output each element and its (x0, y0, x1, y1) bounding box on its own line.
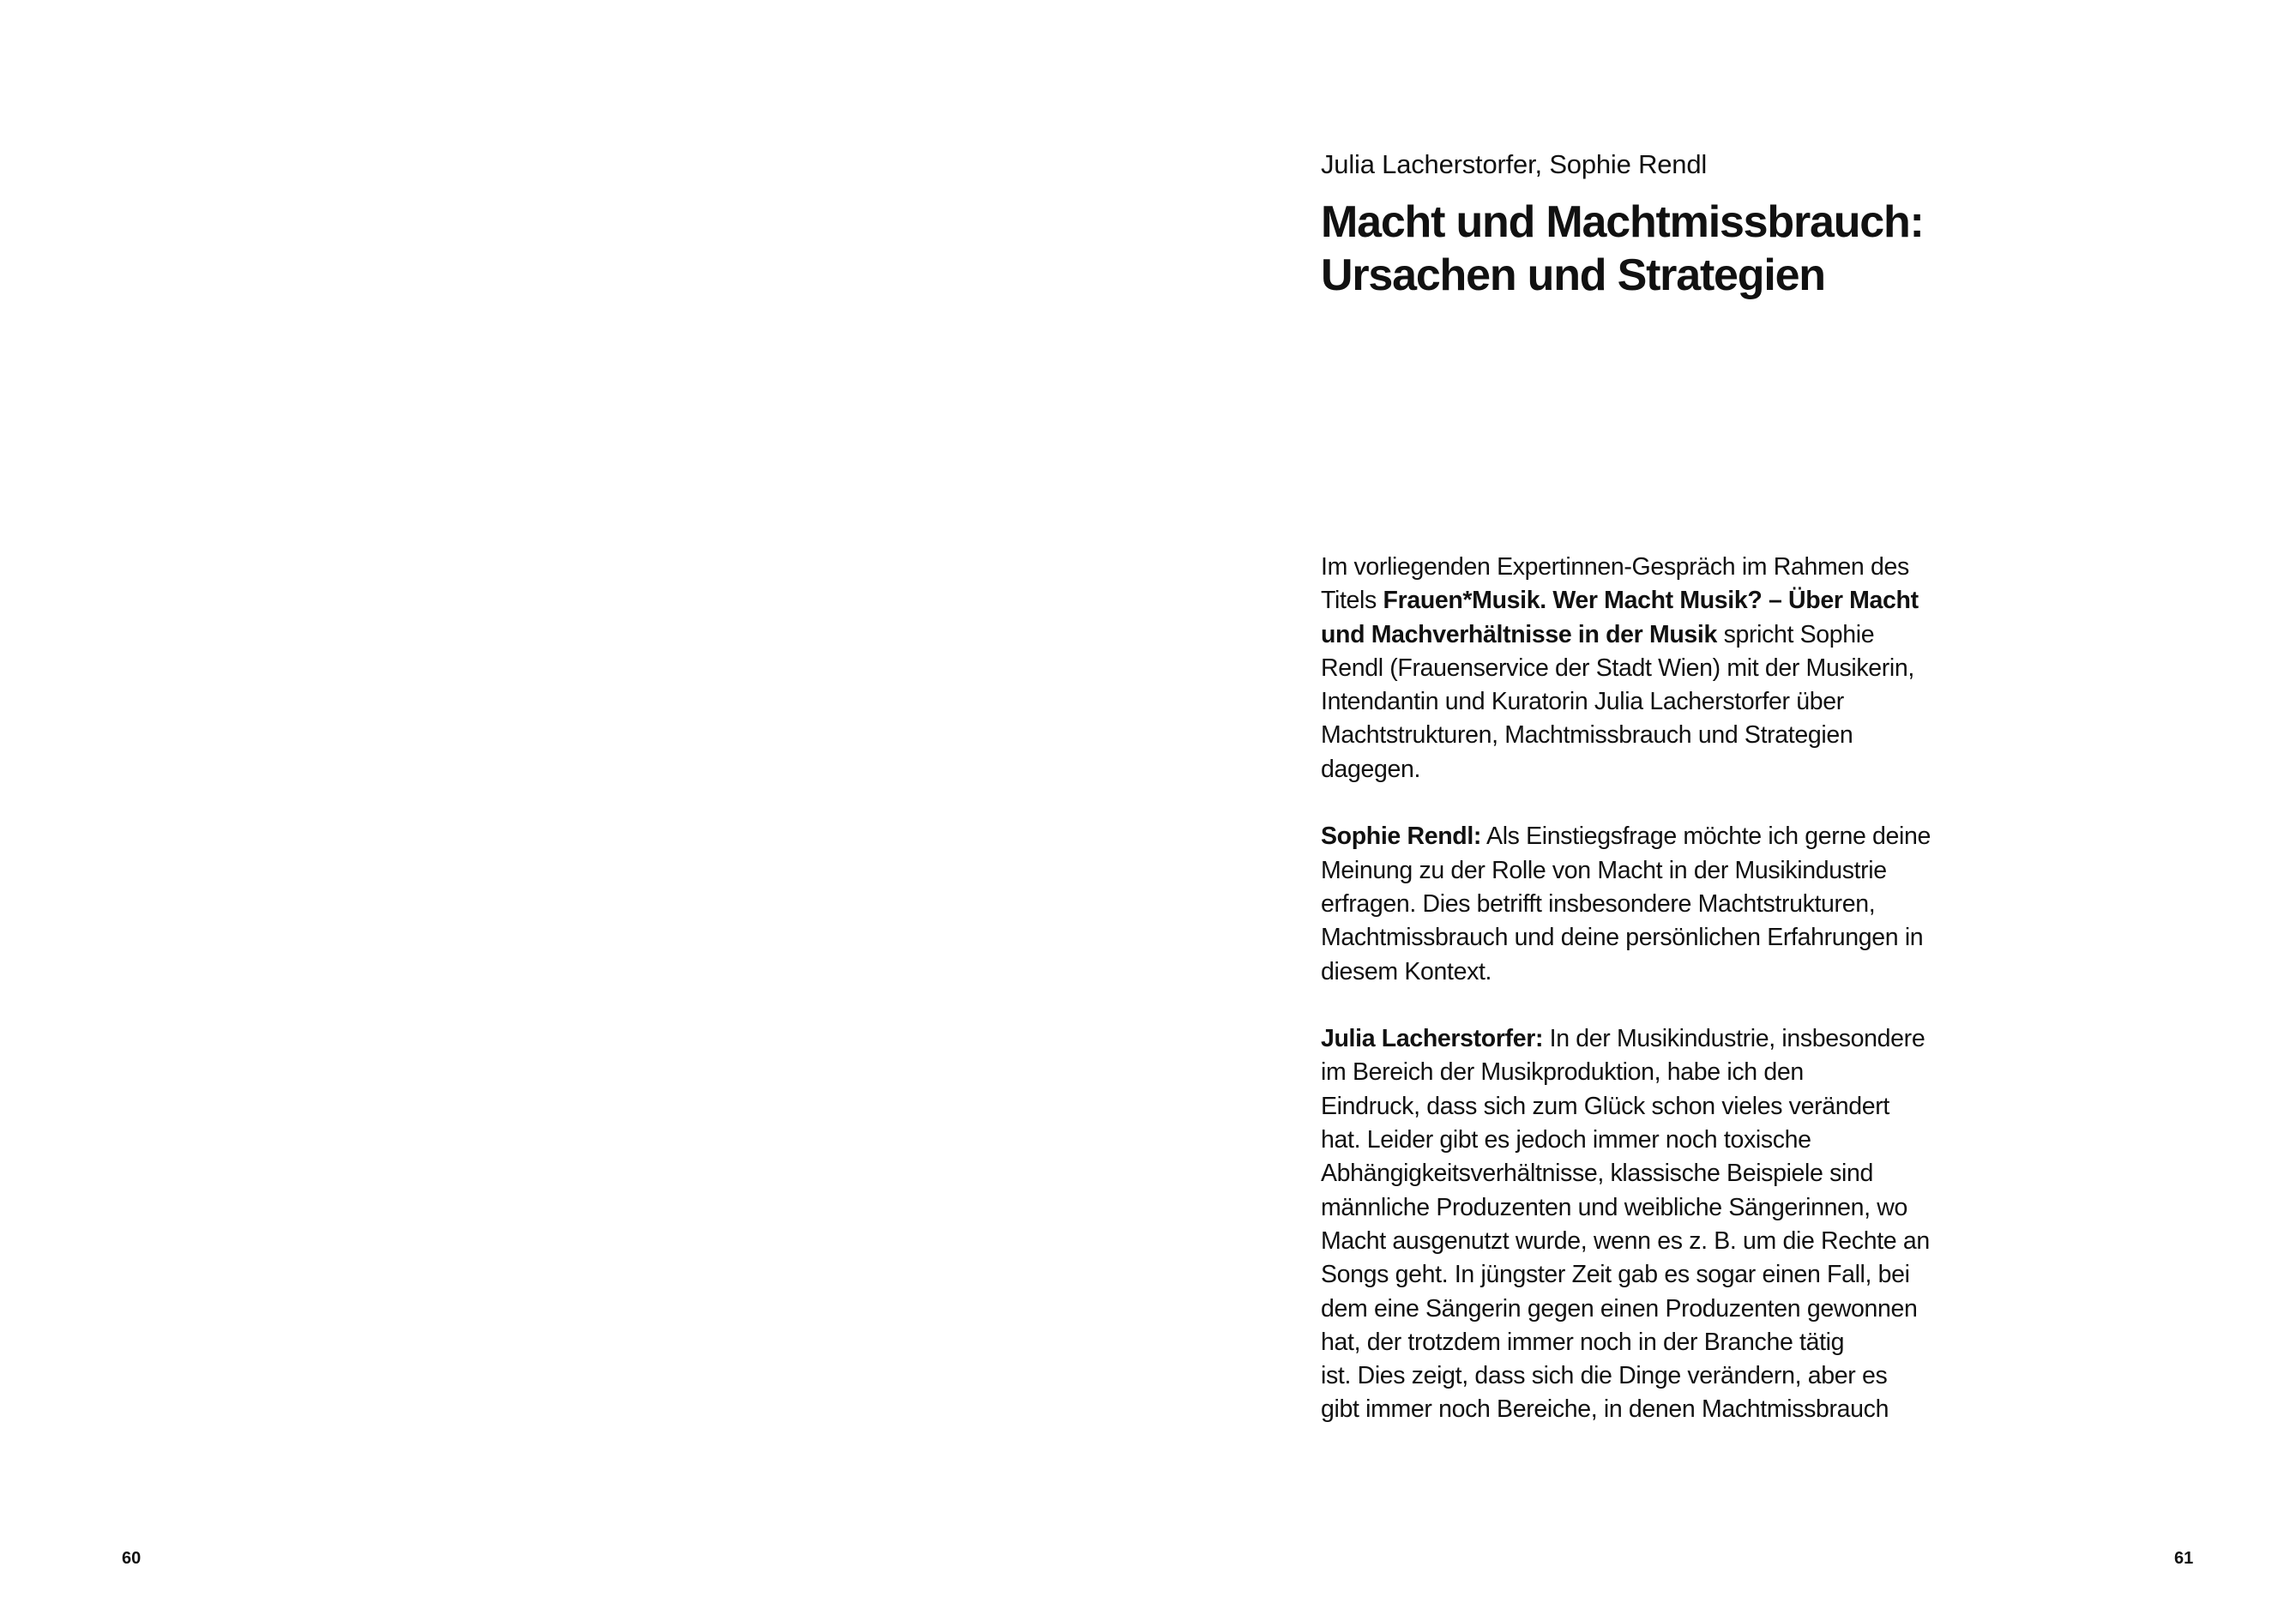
intro-line: Rendl (Frauenservice der Stadt Wien) mit der Musikerin, (1321, 654, 1914, 682)
answer-text: In der Musikindustrie, insbesondere (1543, 1025, 1925, 1053)
answer-line: Abhängigkeitsverhältnisse, klassische Beispiele sind (1321, 1160, 1873, 1188)
intro-text: spricht Sophie (1717, 620, 1875, 648)
question-line (1321, 820, 1990, 853)
answer-paragraph (1321, 1022, 1990, 1427)
intro-line: Machtstrukturen, Machtmissbrauch und Strategien (1321, 721, 1853, 750)
answer-line: Songs geht. In jüngster Zeit gab es sogar einen Fall, bei (1321, 1261, 1910, 1289)
question-line: erfragen. Dies betrifft insbesondere Machtstrukturen, (1321, 889, 1876, 918)
title-line-2: Ursachen und Strategien (1321, 250, 1825, 300)
answer-line: ist. Dies zeigt, dass sich die Dinge verändern, aber es (1321, 1362, 1888, 1390)
intro-line: dagegen. (1321, 755, 1421, 783)
intro-line: Intendantin und Kuratorin Julia Lacherstorfer über (1321, 688, 1844, 716)
publication-title-bold: Frauen*Musik. Wer Macht Musik? – Über Macht (1383, 587, 1919, 615)
page-number-right: 61 (2174, 1549, 2194, 1568)
page-number-left: 60 (122, 1549, 142, 1568)
answer-line: männliche Produzenten und weibliche Sängerinnen, wo (1321, 1193, 1908, 1221)
intro-text: Titels (1321, 587, 1383, 615)
answer-line: dem eine Sängerin gegen einen Produzenten gewonnen (1321, 1294, 1918, 1323)
answer-line (1321, 1022, 1990, 1056)
answer-line: gibt immer noch Bereiche, in denen Machtmissbrauch (1321, 1395, 1889, 1424)
question-line: Machtmissbrauch und deine persönlichen Erfahrungen in (1321, 924, 1924, 952)
intro-line: Im vorliegenden Expertinnen-Gespräch im Rahmen des (1321, 553, 1909, 581)
intro-line (1321, 618, 1990, 652)
article-authors: Julia Lacherstorfer, Sophie Rendl (1321, 149, 1708, 179)
question-paragraph (1321, 820, 1990, 988)
question-text: Als Einstiegsfrage möchte ich gerne deine (1481, 823, 1931, 851)
question-line: diesem Kontext. (1321, 957, 1492, 985)
speaker-label: Sophie Rendl: (1321, 823, 1482, 851)
answer-line: hat. Leider gibt es jedoch immer noch toxische (1321, 1126, 1811, 1154)
intro-paragraph (1321, 551, 1990, 786)
article-title (1321, 196, 2058, 302)
answer-line: im Bereich der Musikproduktion, habe ich den (1321, 1058, 1804, 1087)
speaker-label: Julia Lacherstorfer: (1321, 1025, 1544, 1053)
publication-title-bold: und Machverhältnisse in der Musik (1321, 620, 1717, 648)
answer-line: hat, der trotzdem immer noch in der Branche tätig (1321, 1328, 1845, 1356)
article-body (1321, 551, 1990, 1461)
answer-line: Eindruck, dass sich zum Glück schon vieles verändert (1321, 1092, 1889, 1120)
title-line-1: Macht und Machtmissbrauch: (1321, 197, 1924, 247)
intro-line (1321, 584, 1990, 618)
answer-line: Macht ausgenutzt wurde, wenn es z. B. um die Rechte an (1321, 1226, 1930, 1255)
question-line: Meinung zu der Rolle von Macht in der Musikindustrie (1321, 856, 1887, 884)
